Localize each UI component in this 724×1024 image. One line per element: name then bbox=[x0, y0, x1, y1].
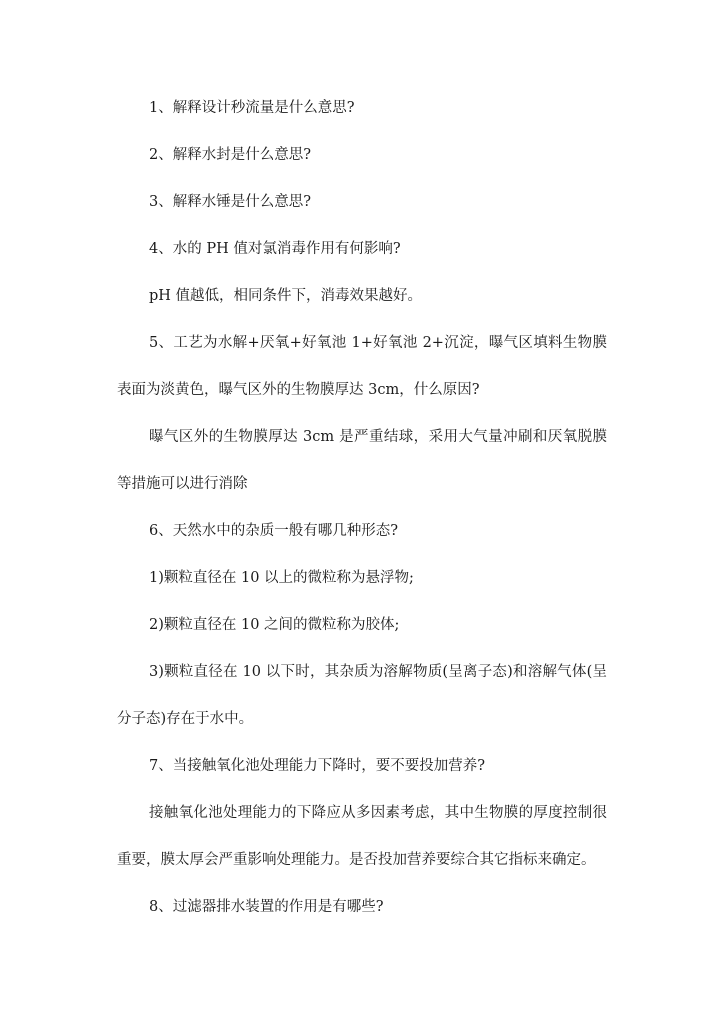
answer-5: 曝气区外的生物膜厚达 3cm 是严重结球，采用大气量冲刷和厌氧脱膜等措施可以进行消除 bbox=[117, 429, 607, 492]
question-2: 2、解释水封是什么意思? bbox=[149, 147, 311, 163]
document-body bbox=[117, 85, 607, 931]
question-6: 6、天然水中的杂质一般有哪几种形态? bbox=[149, 523, 398, 539]
question-5: 5、工艺为水解+厌氧+好氧池 1+好氧池 2+沉淀，曝气区填料生物膜表面为淡黄色，曝气区外的生物膜厚达 3cm，什么原因? bbox=[117, 335, 607, 398]
answer-4: pH 值越低，相同条件下，消毒效果越好。 bbox=[149, 288, 423, 304]
answer-6-item-2: 2)颗粒直径在 10 之间的微粒称为胶体; bbox=[149, 617, 400, 633]
answer-7: 接触氧化池处理能力的下降应从多因素考虑，其中生物膜的厚度控制很重要，膜太厚会严重影响处理能力。是否投加营养要综合其它指标来确定。 bbox=[117, 805, 607, 868]
question-4: 4、水的 PH 值对氯消毒作用有何影响? bbox=[149, 241, 401, 257]
question-7: 7、当接触氧化池处理能力下降时，要不要投加营养? bbox=[149, 758, 485, 774]
question-3: 3、解释水锤是什么意思? bbox=[149, 194, 311, 210]
question-1: 1、解释设计秒流量是什么意思? bbox=[149, 100, 355, 116]
answer-6-item-3: 3)颗粒直径在 10 以下时，其杂质为溶解物质(呈离子态)和溶解气体(呈分子态)存在于水中。 bbox=[117, 664, 607, 727]
question-8: 8、过滤器排水装置的作用是有哪些? bbox=[149, 899, 384, 915]
answer-6-item-1: 1)颗粒直径在 10 以上的微粒称为悬浮物; bbox=[149, 570, 414, 586]
